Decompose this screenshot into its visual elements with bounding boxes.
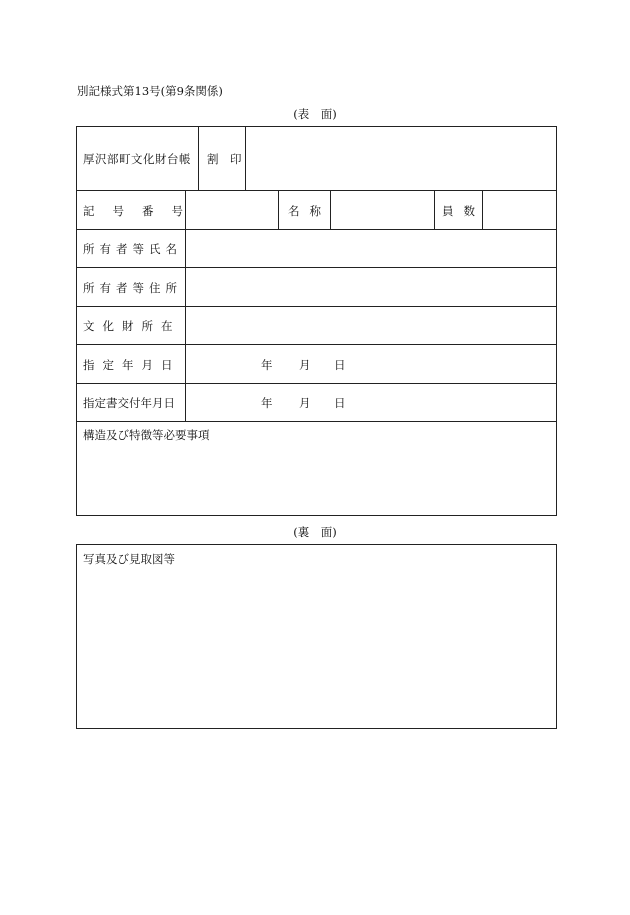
form-number-title: 別記様式第13号(第9条関係) (77, 84, 223, 98)
back-form-table (76, 544, 557, 729)
name-field[interactable] (331, 191, 434, 229)
photo-area[interactable] (78, 567, 555, 727)
code-number-label: 記号番号 (83, 204, 201, 218)
structure-field[interactable] (78, 442, 555, 514)
col-divider (278, 190, 279, 229)
certificate-year-unit: 年 (261, 396, 273, 410)
col-divider (434, 190, 435, 229)
designation-date-label: 指定年月日 (83, 358, 181, 372)
seal-field[interactable] (246, 127, 556, 190)
designation-day-unit: 日 (334, 358, 346, 372)
ledger-title: 厚沢部町文化財台帳 (83, 152, 191, 166)
row-divider (77, 383, 556, 384)
owner-address-field[interactable] (186, 268, 556, 306)
name-label: 名称 (288, 204, 331, 218)
certificate-day-unit: 日 (334, 396, 346, 410)
back-side-label: (裏 面) (293, 525, 337, 539)
designation-year-unit: 年 (261, 358, 273, 372)
front-form-table (76, 126, 557, 516)
owner-name-label: 所有者等氏名 (83, 242, 182, 256)
location-label: 文化財所在 (83, 319, 181, 333)
count-label: 員数 (442, 204, 485, 218)
front-side-label: (表 面) (293, 107, 337, 121)
certificate-date-label: 指定書交付年月日 (83, 396, 175, 410)
photo-label: 写真及び見取図等 (83, 552, 175, 566)
location-field[interactable] (186, 307, 556, 344)
col-divider (198, 127, 199, 190)
row-divider (77, 344, 556, 345)
owner-name-field[interactable] (186, 230, 556, 267)
count-field[interactable] (483, 191, 556, 229)
structure-label: 構造及び特徴等必要事項 (83, 428, 210, 442)
owner-address-label: 所有者等住所 (83, 281, 182, 295)
row-divider (77, 421, 556, 422)
certificate-month-unit: 月 (299, 396, 311, 410)
seal-label: 割 印 (207, 152, 242, 166)
designation-month-unit: 月 (299, 358, 311, 372)
code-number-field[interactable] (186, 191, 278, 229)
